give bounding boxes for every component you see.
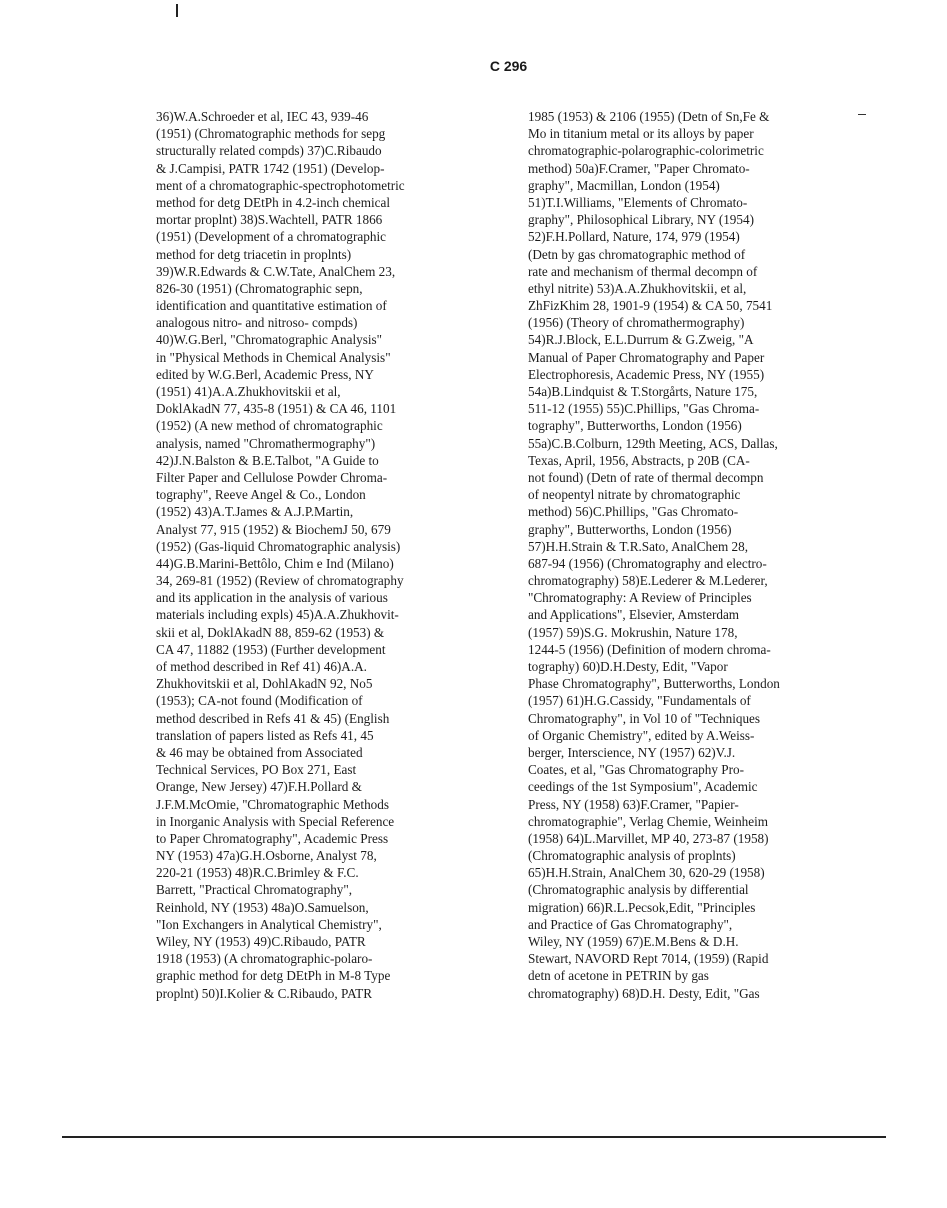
text-line: 54a)B.Lindquist & T.Storgårts, Nature 175, (528, 384, 758, 399)
text-line: Texas, April, 1956, Abstracts, p 20B (CA- (528, 452, 750, 468)
text-line: not found) (Detn of rate of thermal decompn (528, 469, 764, 485)
text-line: 511-12 (1955) 55)C.Phillips, "Gas Chroma- (528, 401, 760, 417)
text-line: (Chromatographic analysis by differential (528, 882, 749, 898)
text-line: 826-30 (1951) (Chromatographic sepn, (156, 280, 363, 296)
text-line: rate and mechanism of thermal decompn of (528, 263, 758, 279)
text-line: 687-94 (1956) (Chromatography and electro- (528, 555, 767, 571)
text-line: method for detg DEtPh in 4.2-inch chemical (156, 194, 391, 210)
text-line: (1951) (Development of a chromatographic (156, 229, 386, 245)
text-line: graphy", Philosophical Library, NY (1954) (528, 212, 754, 228)
text-line: J.F.M.McOmie, ''Chromatographic Methods (156, 796, 389, 812)
text-line: & J.Campisi, PATR 1742 (1951) (Develop- (156, 160, 385, 176)
text-line: Stewart, NAVORD Rept 7014, (1959) (Rapid (528, 951, 769, 967)
text-line: Filter Paper and Cellulose Powder Chroma- (156, 469, 388, 485)
text-line: ZhFizKhim 28, 1901-9 (1954) & CA 50, 7541 (528, 298, 773, 314)
text-line: tography", Butterworths, London (1956) (528, 418, 742, 434)
text-line: and its application in the analysis of various (156, 590, 388, 606)
text-line: analysis, named "Chromathermography") (156, 435, 376, 451)
text-line: Technical Services, PO Box 271, East (156, 762, 357, 778)
right-column (528, 108, 846, 1002)
text-line: method) 50a)F.Cramer, "Paper Chromato- (528, 160, 750, 176)
text-line: structurally related compds) 37)C.Ribaudo (156, 143, 382, 159)
text-line: mortar proplnt) 38)S.Wachtell, PATR 1866 (156, 212, 383, 228)
text-line: tography", Reeve Angel & Co., London (156, 487, 366, 503)
text-line: Zhukhovitskii et al, DohlAkadN 92, No5 (156, 676, 373, 692)
text-line: CA 47, 11882 (1953) (Further development (156, 641, 386, 657)
margin-dash (858, 114, 866, 115)
text-line: chromatography) 58)E.Lederer & M.Lederer, (528, 573, 768, 589)
text-line: graphy", Macmillan, London (1954) (528, 177, 720, 193)
text-line: and Applications", Elsevier, Amsterdam (528, 607, 740, 623)
text-line: graphic method for detg DEtPh in M-8 Type (156, 968, 391, 984)
text-line: Coates, et al, "Gas Chromatography Pro- (528, 762, 744, 778)
left-column (156, 108, 476, 1002)
text-line: identification and quantitative estimation of (156, 298, 387, 314)
text-line: 57)H.H.Strain & T.R.Sato, AnalChem 28, (528, 538, 749, 554)
text-line: 54)R.J.Block, E.L.Durrum & G.Zweig, "A (528, 332, 754, 348)
text-line: 1985 (1953) & 2106 (1955) (Detn of Sn,Fe & (528, 109, 770, 124)
text-line: proplnt) 50)I.Kolier & C.Ribaudo, PATR (156, 985, 373, 1001)
text-line: ceedings of the 1st Symposium", Academic (528, 779, 758, 795)
text-line: (1951) (Chromatographic methods for sepg (156, 126, 386, 142)
text-line: (Detn by gas chromatographic method of (528, 246, 746, 262)
text-line: (1952) 43)A.T.James & A.J.P.Martin, (156, 504, 354, 520)
text-line: DoklAkadN 77, 435-8 (1951) & CA 46, 1101 (156, 401, 397, 417)
text-line: skii et al, DoklAkadN 88, 859-62 (1953) & (156, 624, 385, 640)
text-line: ethyl nitrite) 53)A.A.Zhukhovitskii, et al, (528, 280, 747, 296)
text-line: NY (1953) 47a)G.H.Osborne, Analyst 78, (156, 848, 377, 864)
text-line: graphy", Butterworths, London (1956) (528, 521, 732, 537)
text-line: (Chromatographic analysis of proplnts) (528, 848, 736, 864)
text-line: method described in Refs 41 & 45) (English (156, 710, 390, 726)
text-line: Wiley, NY (1959) 67)E.M.Bens & D.H. (528, 934, 739, 949)
text-line: tography) 60)D.H.Desty, Edit, "Vapor (528, 659, 728, 674)
text-line: (1953); CA-not found (Modification of (156, 693, 363, 709)
text-line: (1951) 41)A.A.Zhukhovitskii et al, (156, 384, 341, 399)
text-line: 44)G.B.Marini-Bettôlo, Chim e Ind (Milano) (156, 555, 394, 571)
text-line: 42)J.N.Balston & B.E.Talbot, "A Guide to (156, 452, 379, 468)
text-line: materials including expls) 45)A.A.Zhukhovit- (156, 607, 399, 623)
text-line: 40)W.G.Berl, "Chromatographic Analysis" (156, 332, 383, 348)
text-line: 55a)C.B.Colburn, 129th Meeting, ACS, Dallas, (528, 435, 778, 451)
text-line: berger, Interscience, NY (1957) 62)V.J. (528, 744, 736, 760)
text-line: "Chromatography: A Review of Principles (528, 590, 752, 606)
text-line: Phase Chromatography", Butterworths, London (528, 676, 780, 692)
text-line: Barrett, "Practical Chromatography", (156, 882, 353, 898)
text-line: 1244-5 (1956) (Definition of modern chroma- (528, 641, 771, 657)
text-line: edited by W.G.Berl, Academic Press, NY (156, 366, 374, 382)
text-line: & 46 may be obtained from Associated (156, 744, 363, 760)
text-line: chromatography) 68)D.H. Desty, Edit, "Gas (528, 985, 760, 1001)
text-line: (1952) (A new method of chromatographic (156, 418, 383, 434)
margin-mark (176, 4, 178, 17)
page-number: C 296 (489, 58, 528, 74)
text-line: 1918 (1953) (A chromatographic-polaro- (156, 951, 373, 967)
text-line: in Inorganic Analysis with Special Reference (156, 813, 395, 829)
text-line: in "Physical Methods in Chemical Analysis" (156, 349, 391, 365)
text-line: 51)T.I.Williams, "Elements of Chromato- (528, 194, 748, 210)
text-line: 65)H.H.Strain, AnalChem 30, 620-29 (1958) (528, 865, 765, 881)
text-line: (1957) 59)S.G. Mokrushin, Nature 178, (528, 624, 738, 640)
text-line: 39)W.R.Edwards & C.W.Tate, AnalChem 23, (156, 263, 396, 279)
text-line: Manual of Paper Chromatography and Paper (528, 349, 765, 365)
text-line: 34, 269-81 (1952) (Review of chromatography (156, 573, 404, 589)
text-line: detn of acetone in PETRIN by gas (528, 968, 709, 984)
text-line: 220-21 (1953) 48)R.C.Brimley & F.C. (156, 865, 359, 881)
text-line: (1957) 61)H.G.Cassidy, "Fundamentals of (528, 693, 751, 709)
text-line: Reinhold, NY (1953) 48a)O.Samuelson, (156, 899, 369, 915)
text-line: Electrophoresis, Academic Press, NY (1955) (528, 366, 765, 382)
text-line: (1952) (Gas-liquid Chromatographic analysis) (156, 538, 401, 554)
text-line: Mo in titanium metal or its alloys by paper (528, 126, 754, 142)
text-line: to Paper Chromatography", Academic Press (156, 830, 389, 846)
text-line: "Ion Exchangers in Analytical Chemistry", (156, 916, 382, 932)
text-line: Wiley, NY (1953) 49)C.Ribaudo, PATR (156, 934, 366, 949)
footer-rule (62, 1136, 886, 1138)
text-line: (1956) (Theory of chromathermography) (528, 315, 745, 331)
text-line: (1958) 64)L.Marvillet, MP 40, 273-87 (1958) (528, 830, 769, 846)
text-line: 36)W.A.Schroeder et al, IEC 43, 939-46 (156, 109, 369, 124)
text-line: Press, NY (1958) 63)F.Cramer, "Papier- (528, 796, 739, 812)
text-line: and Practice of Gas Chromatography", (528, 916, 733, 932)
text-line: of neopentyl nitrate by chromatographic (528, 487, 741, 503)
text-line: method) 56)C.Phillips, "Gas Chromato- (528, 504, 739, 520)
text-line: translation of papers listed as Refs 41, 45 (156, 727, 374, 743)
text-line: of Organic Chemistry", edited by A.Weiss- (528, 727, 755, 743)
text-line: migration) 66)R.L.Pecsok,Edit, "Principles (528, 899, 756, 915)
text-line: Chromatography", in Vol 10 of "Techniques (528, 710, 761, 726)
text-line: chromatographie", Verlag Chemie, Weinheim (528, 813, 769, 829)
text-line: method for detg triacetin in proplnts) (156, 246, 352, 262)
text-line: 52)F.H.Pollard, Nature, 174, 979 (1954) (528, 229, 740, 245)
text-line: analogous nitro- and nitroso- compds) (156, 315, 358, 331)
text-line: Analyst 77, 915 (1952) & BiochemJ 50, 679 (156, 521, 391, 537)
text-line: chromatographic-polarographic-colorimetric (528, 143, 764, 159)
text-line: of method described in Ref 41) 46)A.A. (156, 659, 367, 674)
text-line: ment of a chromatographic-spectrophotometric (156, 177, 405, 193)
text-line: Orange, New Jersey) 47)F.H.Pollard & (156, 779, 362, 795)
